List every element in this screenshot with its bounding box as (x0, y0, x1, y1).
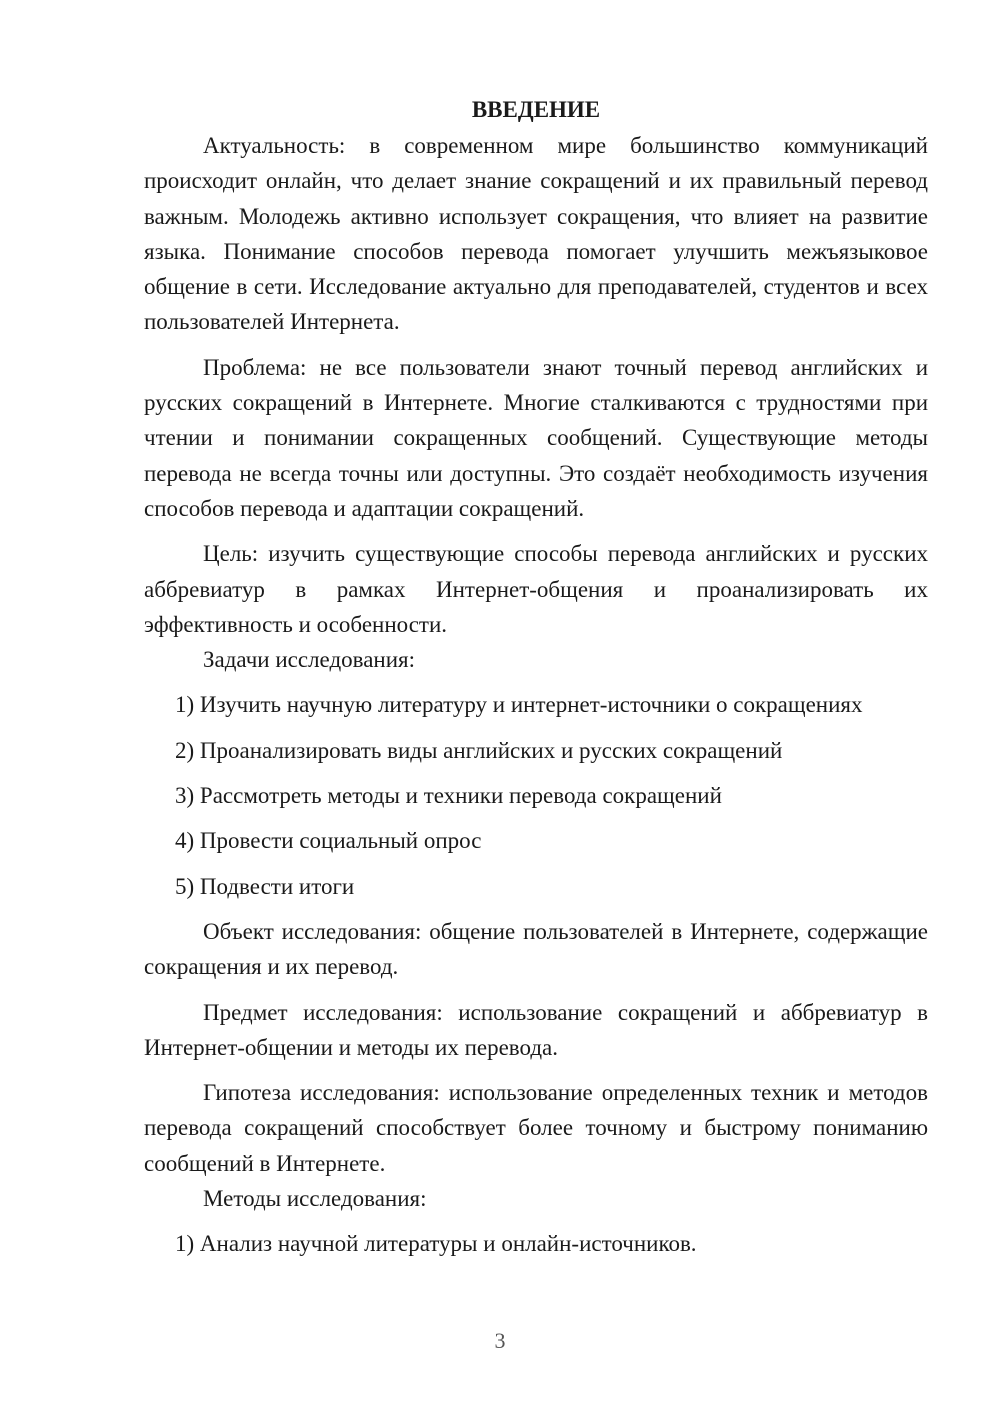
list-item: 4) Провести социальный опрос (175, 828, 482, 854)
tasks-heading: Задачи исследования: (203, 647, 416, 673)
subject-paragraph: Предмет исследования: использование сокращений и аббревиатур в Интернет-общении и методы их перевода. (144, 999, 928, 1060)
methods-list (144, 1226, 928, 1261)
page-title: ВВЕДЕНИЕ (471, 97, 601, 122)
list-item: 3) Рассмотреть методы и техники перевода сокращений (175, 783, 722, 809)
hypothesis-paragraph: Гипотеза исследования: использование определенных техник и методов перевода сокращений способствует более точному и быстрому пониманию сообщений в Интернете. (144, 1080, 928, 1176)
document-page (144, 92, 928, 1262)
page-number: 3 (494, 1328, 506, 1353)
relevance-paragraph: Актуальность: в современном мире большинство коммуникаций происходит онлайн, что делает знание сокращений и их правильный перевод важным. Молодежь активно использует сокращения, что влияет на развитие языка. Понимание способов перевода помогает улучшить межъязыковое общение в сети. Исследование актуально для преподавателей, студентов и всех пользователей Интернета. (144, 133, 928, 335)
methods-heading: Методы исследования: (203, 1186, 427, 1212)
tasks-list (144, 687, 928, 903)
list-item: 1) Изучить научную литературу и интернет-источники о сокращениях (175, 692, 863, 718)
problem-paragraph: Проблема: не все пользователи знают точный перевод английских и русских сокращений в Интернете. Многие сталкиваются с трудностями при чтении и понимании сокращенных сообщений. Существующие методы перевода не всегда точны или доступны. Это создаёт необходимость изучения способов перевода и адаптации сокращений. (144, 354, 928, 521)
list-item: 5) Подвести итоги (175, 873, 355, 899)
list-item: 2) Проанализировать виды английских и русских сокращений (175, 737, 783, 763)
object-paragraph: Объект исследования: общение пользователей в Интернете, содержащие сокращения и их перевод. (144, 918, 928, 980)
goal-paragraph: Цель: изучить существующие способы перевода английских и русских аббревиатур в рамках Интернет-общения и проанализировать их эффективность и особенности. (144, 541, 928, 637)
list-item: 1) Анализ научной литературы и онлайн-источников. (175, 1231, 697, 1257)
